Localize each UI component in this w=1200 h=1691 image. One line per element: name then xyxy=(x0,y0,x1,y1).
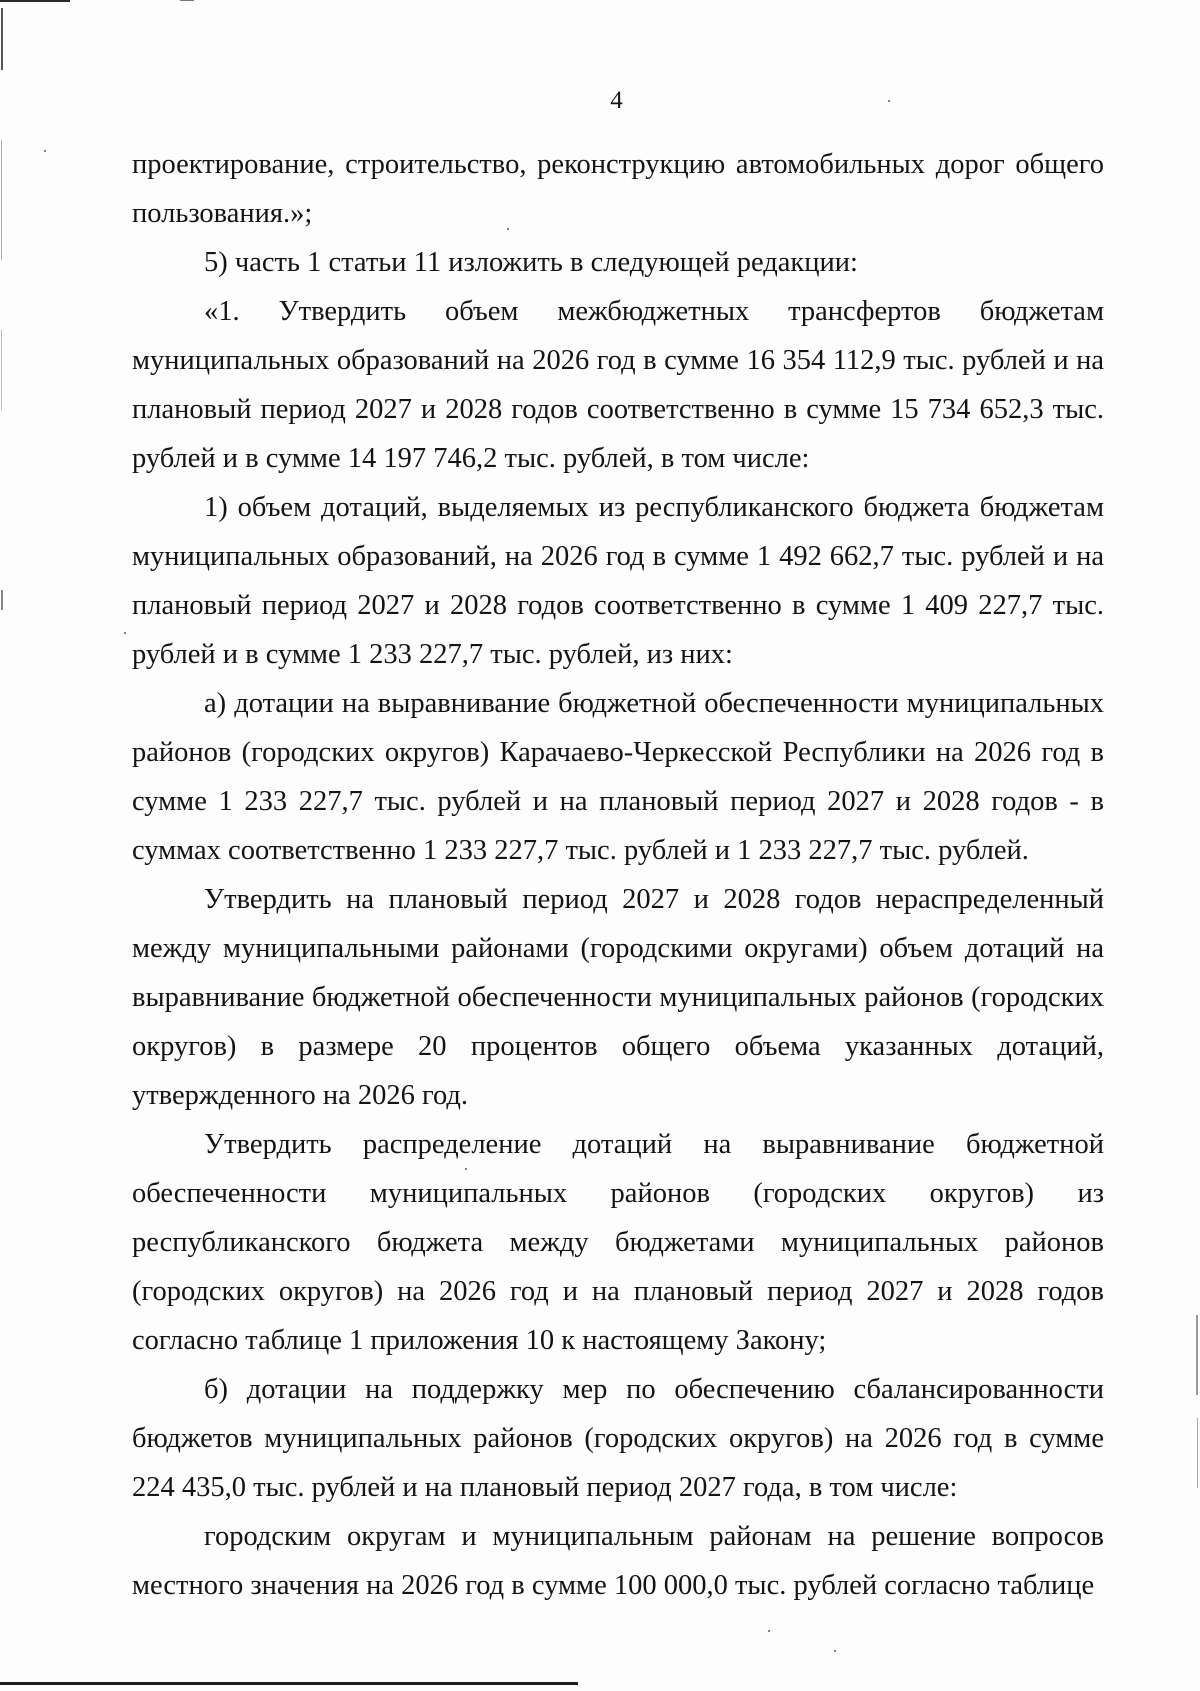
scan-speck xyxy=(768,1630,770,1632)
paragraph-amendment-item-5: 5) часть 1 статьи 11 изложить в следующей редакции: xyxy=(204,247,858,278)
scan-speck xyxy=(834,1650,836,1652)
paragraph-undistributed-volume: Утвердить на плановый период 2027 и 2028 годов нераспределенный между муниципальными районами (городскими округами) объем дотаций на выравнивание бюджетной обеспеченности муниципальных районов (городских округов) в размере 20 процентов общего объема указанных дотаций, утвержденного на 2026 год. xyxy=(132,884,1104,1111)
scan-speck xyxy=(124,632,126,634)
scan-artifact-edge xyxy=(1,590,3,610)
scan-artifact-edge xyxy=(1,8,3,70)
scan-artifact-edge xyxy=(1196,1315,1198,1395)
paragraph-subitem-a: а) дотации на выравнивание бюджетной обеспеченности муниципальных районов (городских округов) Карачаево-Черкесской Республики на 2026 год в сумме 1 233 227,7 тыс. рублей и на плановый период 2027 и 2028 годов - в суммах соответственно 1 233 227,7 тыс. рублей и 1 233 227,7 тыс. рублей. xyxy=(132,688,1104,866)
scan-artifact-line xyxy=(0,0,70,2)
scan-artifact-edge xyxy=(1,140,2,260)
scan-artifact-line xyxy=(0,1682,578,1685)
document-body xyxy=(132,140,1104,1610)
paragraph-subitem-1: 1) объем дотаций, выделяемых из республиканского бюджета бюджетам муниципальных образований, на 2026 год в сумме 1 492 662,7 тыс. рублей и на плановый период 2027 и 2028 годов соответственно в сумме 1 409 227,7 тыс. рублей и в сумме 1 233 227,7 тыс. рублей, из них: xyxy=(132,492,1104,670)
paragraph-distribution: Утвердить распределение дотаций на выравнивание бюджетной обеспеченности муниципальных районов (городских округов) из республиканского бюджета между бюджетами муниципальных районов (городских округов) на 2026 год и на плановый период 2027 и 2028 годов согласно таблице 1 приложения 10 к настоящему Закону; xyxy=(132,1129,1104,1356)
scan-artifact-line xyxy=(180,0,194,1)
paragraph-subitem-b: б) дотации на поддержку мер по обеспечению сбалансированности бюджетов муниципальных районов (городских округов) на 2026 год в сумме 224 435,0 тыс. рублей и на плановый период 2027 года, в том числе: xyxy=(132,1374,1104,1503)
scan-artifact-edge xyxy=(1,330,2,410)
paragraph-continuation: проектирование, строительство, реконструкцию автомобильных дорог общего пользования.»; xyxy=(132,149,1104,229)
paragraph-local-issues: городским округам и муниципальным районам на решение вопросов местного значения на 2026 год в сумме 100 000,0 тыс. рублей согласно таблице xyxy=(132,1521,1104,1601)
page-number: 4 xyxy=(610,87,623,114)
paragraph-part-1: «1. Утвердить объем межбюджетных трансфертов бюджетам муниципальных образований на 2026 год в сумме 16 354 112,9 тыс. рублей и на плановый период 2027 и 2028 годов соответственно в сумме 15 734 652,3 тыс. рублей и в сумме 14 197 746,2 тыс. рублей, в том числе: xyxy=(132,296,1104,474)
scan-speck xyxy=(44,150,46,152)
scan-artifact-edge xyxy=(1197,1418,1198,1488)
